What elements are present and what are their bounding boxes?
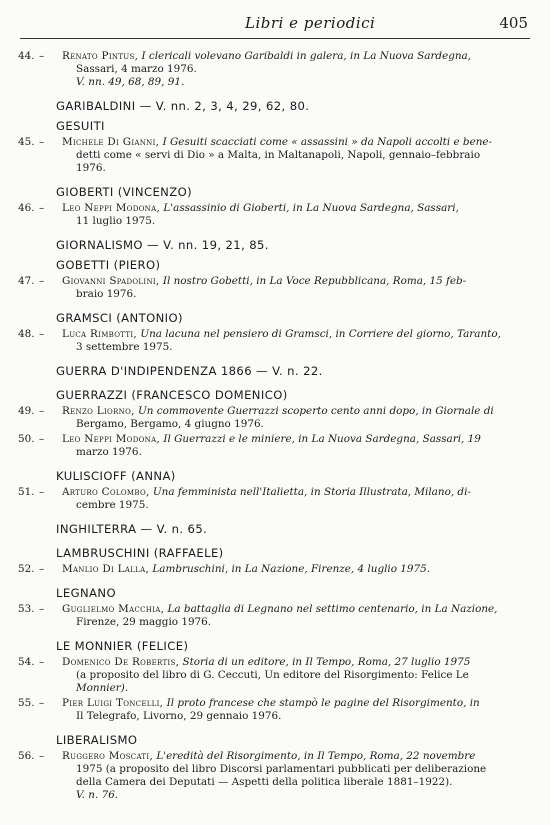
entry-author: Giovanni Spadolini,: [62, 275, 160, 287]
section-heading-giornalismo: GIORNALISMO — V. nn. 19, 21, 85.: [56, 238, 269, 252]
entry-line: cembre 1975.: [76, 499, 149, 511]
entry-line: (a proposito del libro di G. Ceccuti, Un editore del Risorgimento: Felice Le: [76, 669, 469, 681]
running-header: [20, 14, 528, 36]
entry-48: 48. – Luca Rimbotti, Una lacuna nel pensiero di Gramsci, in Corriere del giorno, Taranto, 3 settembre 1975.: [18, 328, 538, 354]
entry-line: 1975 (a proposito del libro Discorsi parlamentari pubblicati per deliberazione: [76, 763, 487, 775]
entry-number: 50.: [18, 433, 35, 445]
section-heading-le-monnier: LE MONNIER (FELICE): [56, 639, 189, 653]
entry-number: 48.: [18, 328, 35, 340]
section-heading-inghilterra: INGHILTERRA — V. n. 65.: [56, 522, 208, 536]
entry-line: 1976.: [76, 162, 106, 174]
entry-title: Lambruschini, in La Nazione, Firenze, 4 luglio 1975.: [149, 563, 431, 575]
entry-number: 52.: [18, 563, 35, 575]
entry-author: Leo Neppi Modona,: [62, 433, 161, 445]
entry-line: Bergamo, Bergamo, 4 giugno 1976.: [76, 418, 264, 430]
section-heading-gramsci: GRAMSCI (ANTONIO): [56, 311, 183, 325]
entry-line: Monnier).: [76, 682, 129, 694]
entry-title: Il proto francese che stampò le pagine del Risorgimento, in: [163, 697, 480, 709]
running-title: Libri e periodici: [245, 14, 376, 32]
entry-author: Guglielmo Macchia,: [62, 603, 165, 615]
entry-line: della Camera dei Deputati — Aspetti della politica liberale 1881–1922).: [76, 776, 453, 788]
entry-author: Luca Rimbotti,: [62, 328, 138, 340]
entry-number: 49.: [18, 405, 35, 417]
entry-line: Firenze, 29 maggio 1976.: [76, 616, 212, 628]
entry-number: 55.: [18, 697, 35, 709]
entry-line: V. n. 76.: [76, 789, 119, 801]
section-heading-gobetti: GOBETTI (PIERO): [56, 258, 161, 272]
page-number: 405: [499, 14, 528, 32]
section-heading-guerrazzi: GUERRAZZI (FRANCESCO DOMENICO): [56, 388, 288, 402]
bibliography-list: [18, 50, 538, 804]
section-heading-legnano: LEGNANO: [56, 586, 116, 600]
entry-author: Arturo Colombo,: [62, 486, 150, 498]
section-heading-garibaldini: GARIBALDINI — V. nn. 2, 3, 4, 29, 62, 80.: [56, 99, 310, 113]
entry-title: La battaglia di Legnano nel settimo centenario, in La Nazione,: [164, 603, 498, 615]
entry-54: 54. – Domenico De Robertis, Storia di un editore, in Il Tempo, Roma, 27 luglio 1975 (a proposito del libro di G. Ceccuti, Un editore del Risorgimento: Felice Le Monnier).: [18, 656, 538, 695]
entry-author: Ruggero Moscati,: [62, 750, 154, 762]
entry-53: 53. – Guglielmo Macchia, La battaglia di Legnano nel settimo centenario, in La Nazione, Firenze, 29 maggio 1976.: [18, 603, 538, 629]
entry-49: 49. – Renzo Liorno, Un commovente Guerrazzi scoperto cento anni dopo, in Giornale di Bergamo, Bergamo, 4 giugno 1976.: [18, 405, 538, 431]
entry-number: 45.: [18, 136, 35, 148]
entry-number: 51.: [18, 486, 35, 498]
entry-line: marzo 1976.: [76, 446, 142, 458]
entry-line: V. nn. 49, 68, 89, 91.: [76, 76, 185, 88]
entry-line: detti come « servi di Dio » a Malta, in Maltanapoli, Napoli, gennaio–febbraio: [76, 149, 481, 161]
entry-number: 47.: [18, 275, 35, 287]
entry-line: 11 luglio 1975.: [76, 215, 156, 227]
entry-author: Leo Neppi Modona,: [62, 202, 161, 214]
entry-47: 47. – Giovanni Spadolini, Il nostro Gobetti, in La Voce Repubblicana, Roma, 15 feb- braio 1976.: [18, 275, 538, 301]
entry-number: 44.: [18, 50, 35, 62]
entry-line: Il Telegrafo, Livorno, 29 gennaio 1976.: [76, 710, 282, 722]
entry-line: 3 settembre 1975.: [76, 341, 173, 353]
header-rule: [20, 38, 530, 39]
entry-title: Storia di un editore, in Il Tempo, Roma, 27 luglio 1975: [179, 656, 471, 668]
entry-line: braio 1976.: [76, 288, 137, 300]
entry-55: 55. – Pier Luigi Toncelli, Il proto francese che stampò le pagine del Risorgimento, in Il Telegrafo, Livorno, 29 gennaio 1976.: [18, 697, 538, 723]
entry-author: Renzo Liorno,: [62, 405, 135, 417]
entry-46: 46. – Leo Neppi Modona, L'assassinio di Gioberti, in La Nuova Sardegna, Sassari, 11 luglio 1975.: [18, 202, 538, 228]
entry-title: I Gesuiti scacciati come « assassini » da Napoli accolti e bene-: [159, 136, 493, 148]
entry-title: Una femminista nell'Italietta, in Storia Illustrata, Milano, di-: [149, 486, 471, 498]
entry-title: Il nostro Gobetti, in La Voce Repubblicana, Roma, 15 feb-: [159, 275, 467, 287]
section-heading-liberalismo: LIBERALISMO: [56, 733, 138, 747]
entry-title: L'eredità del Risorgimento, in Il Tempo, Roma, 22 novembre: [153, 750, 476, 762]
entry-44: 44. – Renato Pintus, I clericali volevano Garibaldi in galera, in La Nuova Sardegna, Sassari, 4 marzo 1976. V. nn. 49, 68, 89, 91.: [18, 50, 538, 89]
section-heading-gesuiti: GESUITI: [56, 119, 105, 133]
entry-51: 51. – Arturo Colombo, Una femminista nell'Italietta, in Storia Illustrata, Milano, di- cembre 1975.: [18, 486, 538, 512]
entry-number: 53.: [18, 603, 35, 615]
section-heading-lambruschini: LAMBRUSCHINI (RAFFAELE): [56, 546, 224, 560]
entry-author: Pier Luigi Toncelli,: [62, 697, 164, 709]
entry-title: Un commovente Guerrazzi scoperto cento anni dopo, in Giornale di: [134, 405, 494, 417]
entry-title: Una lacuna nel pensiero di Gramsci, in Corriere del giorno, Taranto,: [137, 328, 501, 340]
entry-number: 56.: [18, 750, 35, 762]
entry-title: Il Guerrazzi e le miniere, in La Nuova Sardegna, Sassari, 19: [160, 433, 481, 445]
entry-author: Renato Pintus,: [62, 50, 139, 62]
entry-title: I clericali volevano Garibaldi in galera, in La Nuova Sardegna,: [138, 50, 472, 62]
section-heading-guerra-indipendenza: GUERRA D'INDIPENDENZA 1866 — V. n. 22.: [56, 364, 323, 378]
section-heading-gioberti: GIOBERTI (VINCENZO): [56, 185, 193, 199]
entry-author: Manlio Di Lalla,: [62, 563, 150, 575]
entry-52: 52. – Manlio Di Lalla, Lambruschini, in La Nazione, Firenze, 4 luglio 1975.: [18, 563, 431, 575]
entry-author: Michele Di Gianni,: [62, 136, 160, 148]
entry-author: Domenico De Robertis,: [62, 656, 180, 668]
entry-line: Sassari, 4 marzo 1976.: [76, 63, 197, 75]
entry-number: 46.: [18, 202, 35, 214]
entry-56: 56. – Ruggero Moscati, L'eredità del Risorgimento, in Il Tempo, Roma, 22 novembre 1975 (a proposito del libro Discorsi parlamentari pubblicati per deliberazione della Camera dei Deputati — Aspetti della politica liberale 1881–1922). V. n. 76.: [18, 750, 538, 802]
entry-45: 45. – Michele Di Gianni, I Gesuiti scacciati come « assassini » da Napoli accolti e bene- detti come « servi di Dio » a Malta, in Maltanapoli, Napoli, gennaio–febbraio 1976.: [18, 136, 538, 175]
section-heading-kuliscioff: KULISCIOFF (ANNA): [56, 469, 176, 483]
entry-50: 50. – Leo Neppi Modona, Il Guerrazzi e le miniere, in La Nuova Sardegna, Sassari, 19 marzo 1976.: [18, 433, 538, 459]
entry-title: L'assassinio di Gioberti, in La Nuova Sardegna, Sassari,: [160, 202, 459, 214]
entry-number: 54.: [18, 656, 35, 668]
